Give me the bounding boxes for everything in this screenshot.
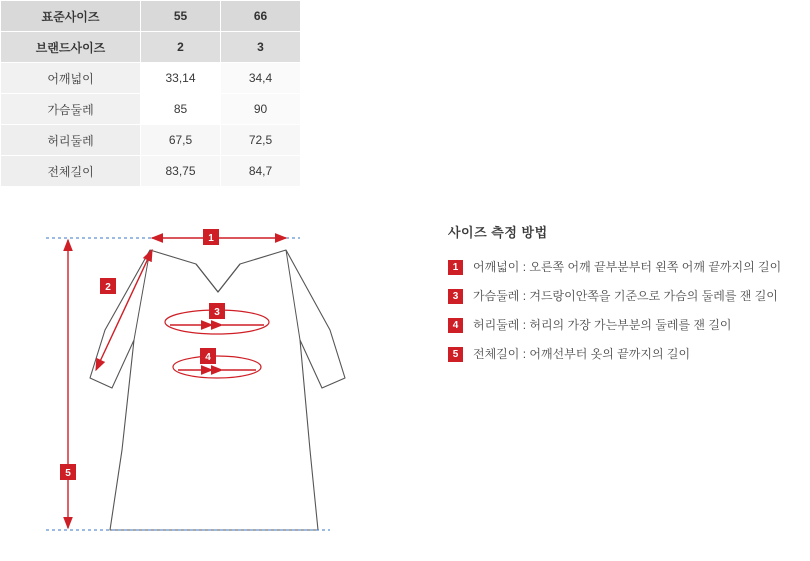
diagram-marker-1-label: 1 <box>208 233 214 244</box>
table-cell: 67,5 <box>141 125 221 156</box>
table-row <box>1 94 301 125</box>
table-header-label: 표준사이즈 <box>1 1 141 32</box>
list-item <box>448 346 788 362</box>
table-cell: 83,75 <box>141 156 221 187</box>
table-row <box>1 1 301 32</box>
list-item <box>448 317 788 333</box>
diagram-marker-5-label: 5 <box>65 468 71 479</box>
table-header-value: 55 <box>141 1 221 32</box>
table-header-label: 브랜드사이즈 <box>1 32 141 63</box>
table-cell: 34,4 <box>221 63 301 94</box>
table-header-value: 2 <box>141 32 221 63</box>
table-header-value: 3 <box>221 32 301 63</box>
table-row-label: 허리둘레 <box>1 125 141 156</box>
table-row <box>1 32 301 63</box>
table-header-value: 66 <box>221 1 301 32</box>
table-row <box>1 125 301 156</box>
legend-number-badge: 1 <box>448 260 463 275</box>
table-row <box>1 63 301 94</box>
table-cell: 72,5 <box>221 125 301 156</box>
legend-title: 사이즈 측정 방법 <box>448 225 548 240</box>
table-cell: 33,14 <box>141 63 221 94</box>
table-row-label: 전체길이 <box>1 156 141 187</box>
legend-item-text: 어깨넓이 : 오른쪽 어깨 끝부분부터 왼쪽 어깨 끝까지의 길이 <box>473 260 782 274</box>
table-cell: 90 <box>221 94 301 125</box>
table-row <box>1 156 301 187</box>
legend-number-badge: 3 <box>448 289 463 304</box>
table-cell: 84,7 <box>221 156 301 187</box>
legend-item-text: 허리둘레 : 허리의 가장 가는부분의 둘레를 잰 길이 <box>473 318 732 332</box>
measurement-diagram <box>0 200 420 560</box>
table-row-label: 어깨넓이 <box>1 63 141 94</box>
legend-number-badge: 4 <box>448 318 463 333</box>
table-row-label: 가슴둘레 <box>1 94 141 125</box>
table-cell: 85 <box>141 94 221 125</box>
list-item <box>448 259 788 275</box>
measurement-legend <box>448 222 788 375</box>
legend-number-badge: 5 <box>448 347 463 362</box>
legend-item-text: 전체길이 : 어깨선부터 옷의 끝까지의 길이 <box>473 347 691 361</box>
size-table <box>0 0 301 187</box>
list-item <box>448 288 788 304</box>
diagram-marker-4-label: 4 <box>205 352 211 363</box>
legend-item-text: 가슴둘레 : 겨드랑이안쪽을 기준으로 가슴의 둘레를 잰 길이 <box>473 289 778 303</box>
diagram-marker-3-label: 3 <box>214 307 220 318</box>
diagram-marker-2-label: 2 <box>105 282 111 293</box>
